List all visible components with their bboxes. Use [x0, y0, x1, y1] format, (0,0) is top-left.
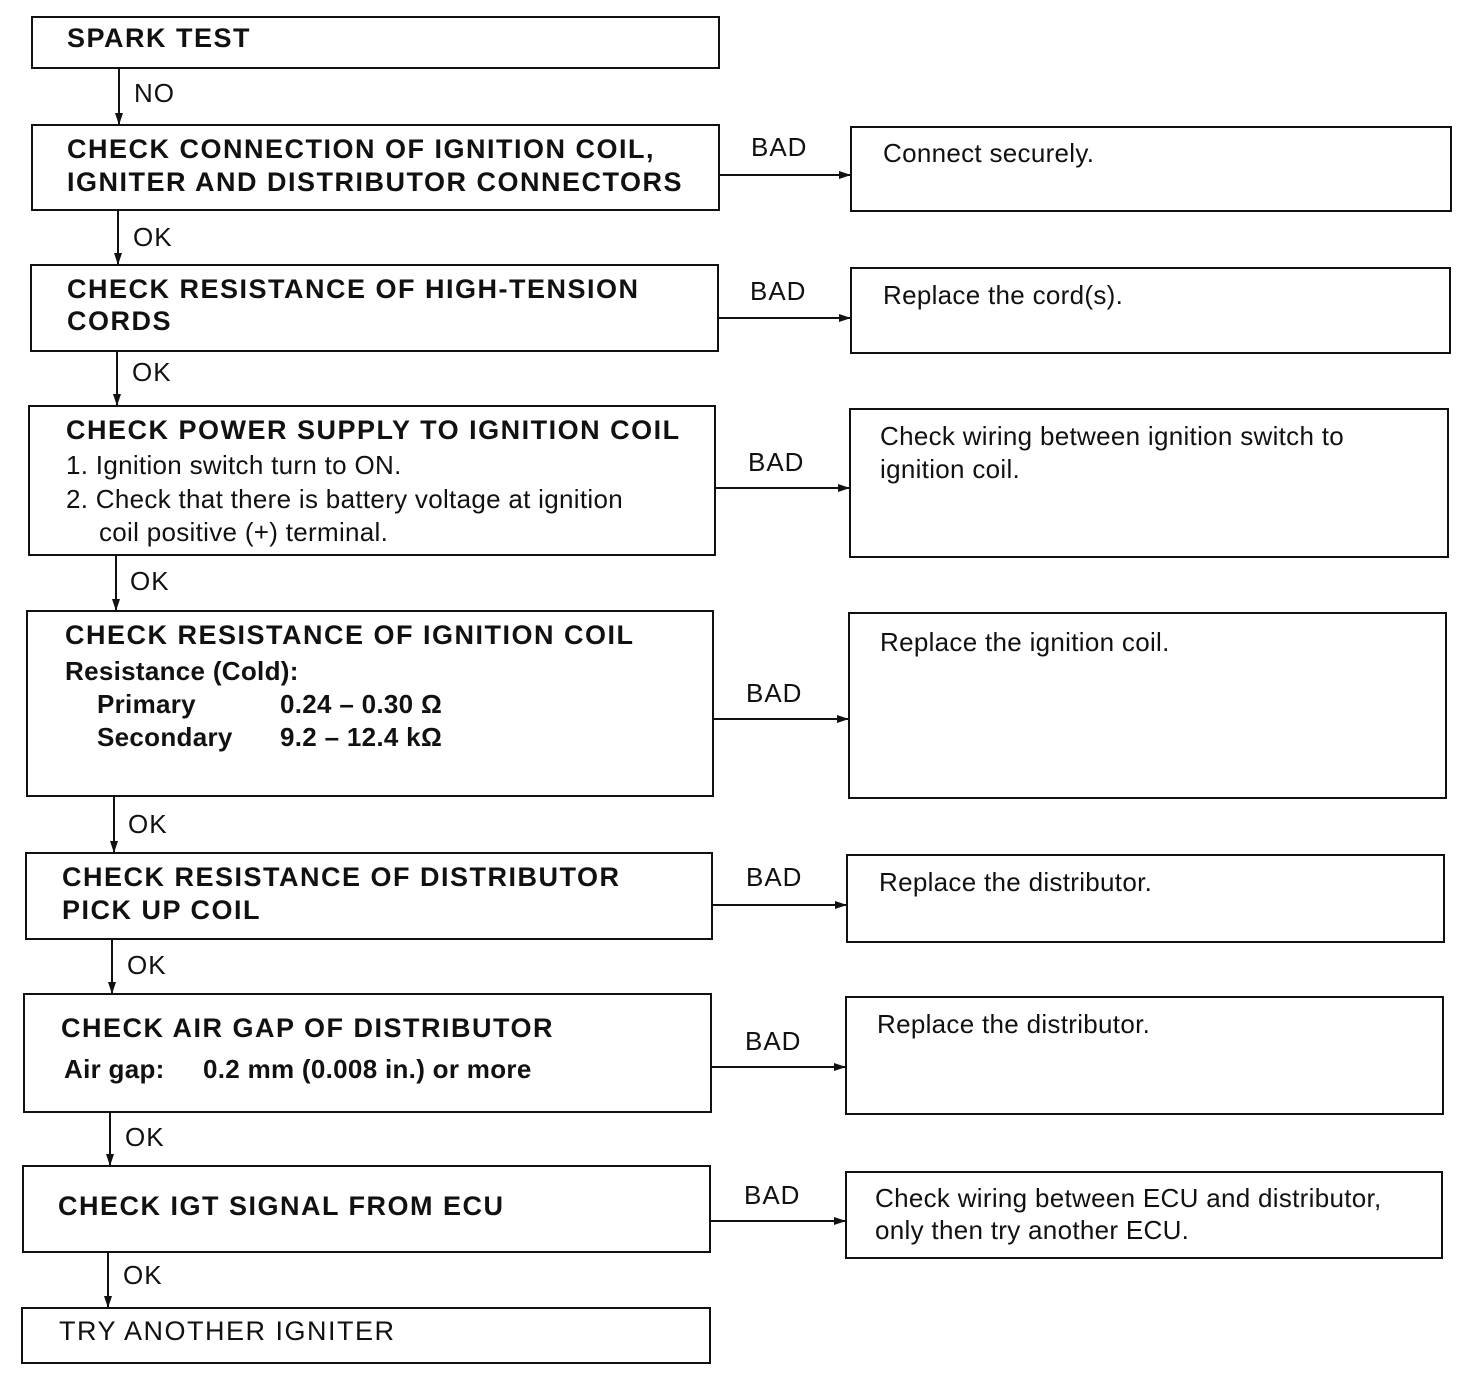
flow-label-no: NO: [134, 78, 175, 108]
action-box: [848, 612, 1447, 799]
step-check-high-tension-cords: [30, 264, 719, 352]
step-instruction: coil positive (+) terminal.: [99, 517, 389, 547]
step-check-igt-signal: [22, 1165, 711, 1253]
action-text: Replace the distributor.: [879, 867, 1153, 897]
action-box: [850, 267, 1451, 354]
spec-value: 9.2 – 12.4 kΩ: [280, 722, 443, 752]
spec-heading: Resistance (Cold):: [65, 656, 299, 686]
bad-label: BAD: [746, 862, 803, 892]
step-check-ignition-coil: [26, 610, 714, 797]
spec-value: 0.2 mm (0.008 in.) or more: [203, 1054, 532, 1084]
start-box: [31, 16, 720, 69]
bad-label: BAD: [748, 447, 805, 477]
bad-label: BAD: [746, 678, 803, 708]
step-title-line: CHECK POWER SUPPLY TO IGNITION COIL: [66, 415, 681, 445]
step-instruction: 1. Ignition switch turn to ON.: [66, 450, 402, 480]
flow-label-ok: OK: [133, 222, 173, 252]
action-text: Check wiring between ignition switch to: [880, 421, 1345, 451]
step-title-line: CHECK CONNECTION OF IGNITION COIL,: [67, 134, 655, 164]
action-box: [845, 996, 1444, 1115]
step-check-power-supply: [28, 405, 716, 556]
start-title: SPARK TEST: [67, 23, 252, 53]
flow-label-ok: OK: [128, 809, 168, 839]
spec-name: Air gap:: [64, 1054, 165, 1084]
step-title-line: CHECK IGT SIGNAL FROM ECU: [58, 1191, 505, 1221]
step-title-line: CHECK RESISTANCE OF DISTRIBUTOR: [62, 862, 621, 892]
step-check-air-gap: [23, 993, 712, 1113]
step-instruction: 2. Check that there is battery voltage at ignition: [66, 484, 623, 514]
spec-name: Secondary: [97, 722, 233, 752]
step-check-connections: [31, 124, 720, 211]
bad-label: BAD: [745, 1026, 802, 1056]
step-check-pickup-coil: [25, 852, 713, 940]
step-title-line: PICK UP COIL: [62, 895, 262, 925]
action-box: [850, 126, 1452, 212]
action-box: [845, 1171, 1443, 1259]
action-text: ignition coil.: [880, 454, 1021, 484]
action-text: Replace the ignition coil.: [880, 627, 1170, 657]
action-text: only then try another ECU.: [875, 1215, 1190, 1245]
bad-label: BAD: [750, 276, 807, 306]
bad-label: BAD: [744, 1180, 801, 1210]
bad-label: BAD: [751, 132, 808, 162]
flow-label-ok: OK: [123, 1260, 163, 1290]
final-title: TRY ANOTHER IGNITER: [59, 1316, 396, 1346]
flow-label-ok: OK: [132, 357, 172, 387]
flow-label-ok: OK: [127, 950, 167, 980]
action-box: [849, 408, 1449, 558]
flow-label-ok: OK: [130, 566, 170, 596]
action-text: Replace the distributor.: [877, 1009, 1151, 1039]
step-title-line: IGNITER AND DISTRIBUTOR CONNECTORS: [67, 167, 684, 197]
action-text: Check wiring between ECU and distributor,: [875, 1183, 1382, 1213]
flow-label-ok: OK: [125, 1122, 165, 1152]
spec-name: Primary: [97, 689, 196, 719]
action-text: Connect securely.: [883, 138, 1095, 168]
final-box: [21, 1307, 711, 1364]
step-title-line: CHECK RESISTANCE OF HIGH-TENSION: [67, 274, 640, 304]
action-text: Replace the cord(s).: [883, 280, 1124, 310]
action-box: [846, 854, 1445, 943]
step-title-line: CORDS: [67, 306, 173, 336]
step-title-line: CHECK RESISTANCE OF IGNITION COIL: [65, 620, 635, 650]
step-title-line: CHECK AIR GAP OF DISTRIBUTOR: [61, 1013, 555, 1043]
spec-value: 0.24 – 0.30 Ω: [280, 689, 443, 719]
